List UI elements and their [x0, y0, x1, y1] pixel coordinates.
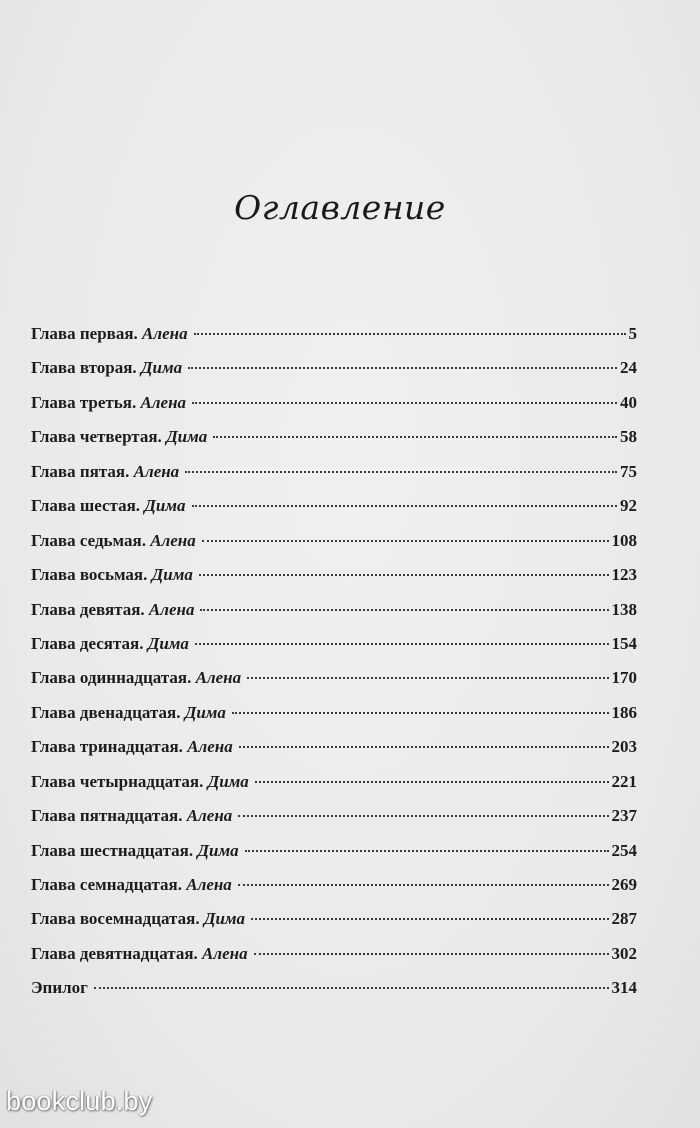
- dot-leader: [232, 712, 609, 714]
- dot-leader: [213, 436, 617, 438]
- page-number: 170: [611, 668, 637, 688]
- dot-leader: [239, 746, 609, 748]
- chapter-title: Глава восемнадцатая. Дима: [31, 909, 246, 929]
- dot-leader: [245, 850, 609, 852]
- chapter-title: Глава семнадцатая. Алена: [31, 875, 232, 894]
- toc-entry: [31, 703, 637, 737]
- page-number: 58: [620, 427, 637, 447]
- chapter-title: Глава пятая. Алена: [31, 461, 180, 481]
- chapter-title: Эпилог: [31, 978, 88, 998]
- dot-leader: [255, 781, 609, 783]
- chapter-title: Глава четырнадцатая. Дима: [31, 771, 249, 791]
- chapter-title: Глава четвертая. Дима: [31, 427, 208, 447]
- toc-entry: [31, 737, 637, 771]
- dot-leader: [247, 677, 608, 679]
- toc-entry: [31, 668, 637, 702]
- toc-entry: [31, 634, 637, 668]
- page-number: 287: [611, 909, 637, 929]
- chapter-title: Глава восьмая. Дима: [31, 565, 193, 585]
- dot-leader: [200, 609, 608, 611]
- page-number: 5: [628, 324, 637, 343]
- dot-leader: [185, 471, 617, 473]
- page-number: 75: [620, 461, 637, 481]
- toc-entry: [31, 944, 637, 978]
- chapter-title: Глава пятнадцатая. Алена: [31, 806, 233, 826]
- toc-entry: [31, 875, 637, 909]
- page-number: 123: [611, 565, 637, 585]
- dot-leader: [251, 918, 608, 920]
- chapter-title: Глава седьмая. Алена: [31, 530, 196, 550]
- page-number: 186: [611, 702, 637, 722]
- dot-leader: [238, 815, 608, 817]
- page-number: 203: [611, 737, 637, 757]
- dot-leader: [238, 884, 609, 886]
- page-number: 269: [611, 875, 637, 894]
- dot-leader: [254, 953, 609, 955]
- page-number: 314: [611, 978, 637, 998]
- dot-leader: [94, 987, 609, 989]
- toc-entry: [31, 324, 637, 358]
- chapter-title: Глава первая. Алена: [31, 324, 188, 343]
- page-number: 40: [620, 392, 637, 412]
- dot-leader: [194, 333, 626, 335]
- toc-entry: [31, 565, 637, 599]
- dot-leader: [192, 402, 617, 404]
- page-number: 108: [611, 530, 637, 550]
- page-number: 24: [620, 358, 637, 378]
- toc-entry: [31, 531, 637, 565]
- chapter-title: Глава девятнадцатая. Алена: [31, 943, 248, 963]
- chapter-title: Глава третья. Алена: [31, 392, 187, 412]
- page-number: 254: [611, 840, 637, 860]
- toc-entry: [31, 393, 637, 427]
- chapter-title: Глава двенадцатая. Дима: [31, 702, 226, 722]
- toc-entry: [31, 462, 637, 496]
- toc-entry: [31, 909, 637, 943]
- chapter-title: Глава одиннадцатая. Алена: [31, 668, 242, 688]
- chapter-title: Глава вторая. Дима: [31, 358, 183, 378]
- chapter-title: Глава тринадцатая. Алена: [31, 737, 233, 757]
- dot-leader: [199, 574, 609, 576]
- toc-entry: [31, 772, 637, 806]
- page-number: 138: [611, 599, 637, 619]
- toc-entry: [31, 978, 637, 1012]
- page-number: 302: [611, 943, 637, 963]
- dot-leader: [202, 540, 609, 542]
- page-number: 221: [611, 771, 637, 791]
- chapter-title: Глава десятая. Дима: [31, 633, 189, 653]
- toc-entry: [31, 841, 637, 875]
- chapter-title: Глава шестнадцатая. Дима: [31, 840, 239, 860]
- table-of-contents: [31, 324, 637, 1013]
- toc-entry: [31, 427, 637, 461]
- dot-leader: [192, 505, 618, 507]
- chapter-title: Глава девятая. Алена: [31, 599, 195, 619]
- toc-entry: [31, 496, 637, 530]
- toc-entry: [31, 358, 637, 392]
- toc-entry: [31, 806, 637, 840]
- chapter-title: Глава шестая. Дима: [31, 496, 186, 516]
- dot-leader: [195, 643, 609, 645]
- toc-entry: [31, 600, 637, 634]
- page-number: 154: [611, 633, 637, 653]
- watermark-text: bookclub.by: [6, 1086, 153, 1116]
- page-number: 92: [620, 496, 637, 516]
- page-title: Оглавление: [234, 188, 446, 227]
- dot-leader: [188, 367, 617, 369]
- page-number: 237: [611, 806, 637, 826]
